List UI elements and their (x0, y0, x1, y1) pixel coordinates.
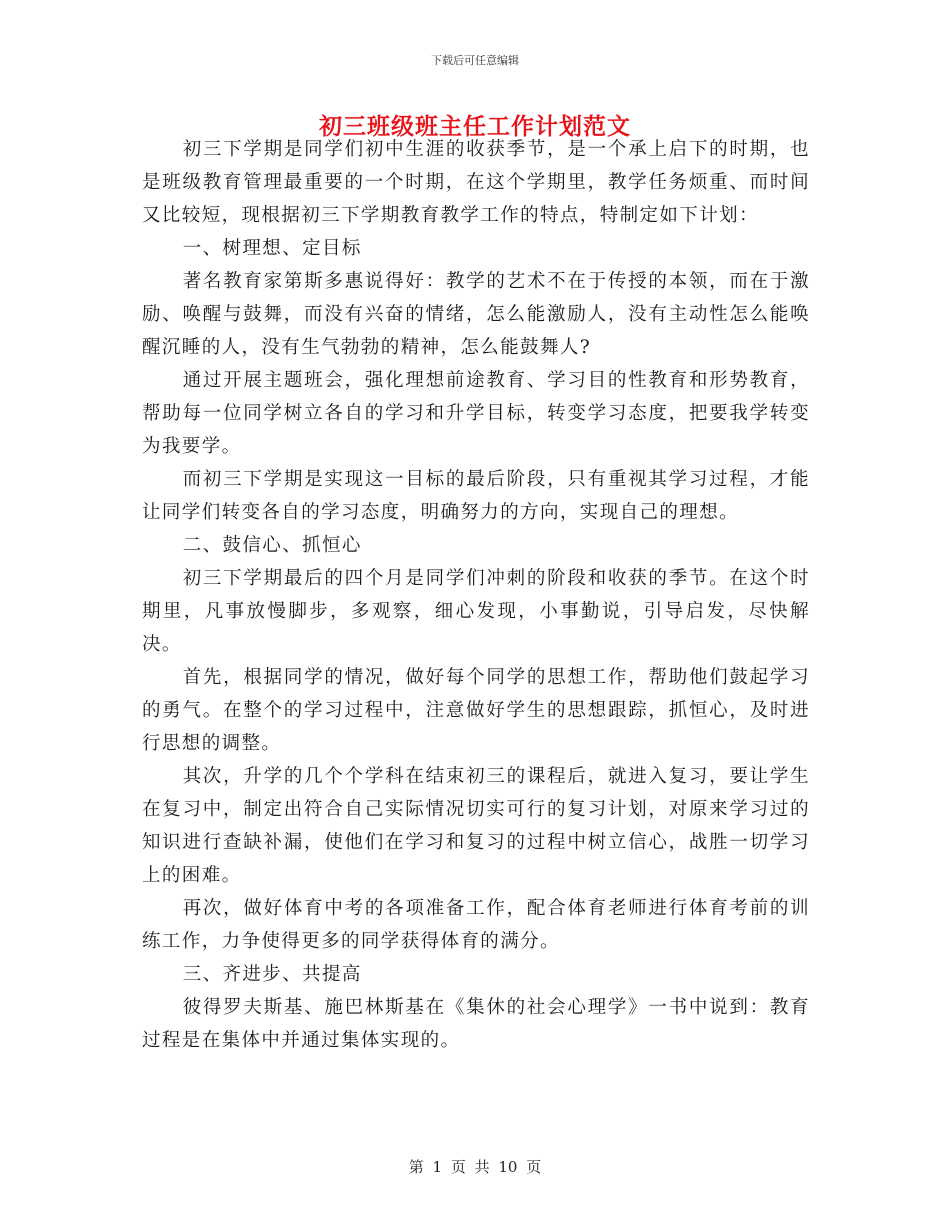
body-paragraph: 再次，做好体育中考的各项准备工作，配合体育老师进行体育考前的训练工作，力争使得更多的同学获得体育的满分。 (142, 898, 810, 952)
body-paragraph: 其次，升学的几个个学科在结束初三的课程后，就进入复习，要让学生在复习中，制定出符合自己实际情况切实可行的复习计划，对原来学习过的知识进行查缺补漏，使他们在学习和复习的过程中树立信心，战胜一切学习上的困难。 (142, 766, 810, 886)
section-heading-3: 三、齐进步、共提高 (182, 964, 362, 985)
document-title: 初三班级班主任工作计划范文 (319, 113, 631, 140)
page-footer: 第 1 页 共 10 页 (408, 1158, 542, 1176)
header-note: 下载后可任意编辑 (431, 54, 519, 67)
body-paragraph: 而初三下学期是实现这一目标的最后阶段，只有重视其学习过程，才能让同学们转变各自的学习态度，明确努力的方向，实现自己的理想。 (142, 469, 810, 523)
intro-paragraph: 初三下学期是同学们初中生涯的收获季节，是一个承上启下的时期，也是班级教育管理最重要的一个时期，在这个学期里，教学任务烦重、而时间又比较短，现根据初三下学期教育教学工作的特点，特制定如下计划： (142, 139, 810, 226)
body-paragraph: 著名教育家第斯多惠说得好：教学的艺术不在于传授的本领，而在于激励、唤醒与鼓舞，而没有兴奋的情绪，怎么能激励人，没有主动性怎么能唤醒沉睡的人，没有生气勃勃的精神，怎么能鼓舞人? (142, 271, 810, 358)
section-heading-1: 一、树理想、定目标 (182, 238, 362, 259)
body-paragraph: 通过开展主题班会，强化理想前途教育、学习目的性教育和形势教育，帮助每一位同学树立各自的学习和升学目标，转变学习态度，把要我学转变为我要学。 (142, 370, 810, 457)
document-body (142, 133, 810, 1057)
body-paragraph: 初三下学期最后的四个月是同学们冲刺的阶段和收获的季节。在这个时期里，凡事放慢脚步，多观察，细心发现，小事勤说，引导启发，尽快解决。 (142, 568, 810, 655)
body-paragraph: 彼得罗夫斯基、施巴林斯基在《集休的社会心理学》一书中说到：教育过程是在集体中并通过集体实现的。 (142, 997, 810, 1051)
body-paragraph: 首先，根据同学的情况，做好每个同学的思想工作，帮助他们鼓起学习的勇气。在整个的学习过程中，注意做好学生的思想跟踪，抓恒心，及时进行思想的调整。 (142, 667, 810, 754)
section-heading-2: 二、鼓信心、抓恒心 (182, 535, 362, 556)
